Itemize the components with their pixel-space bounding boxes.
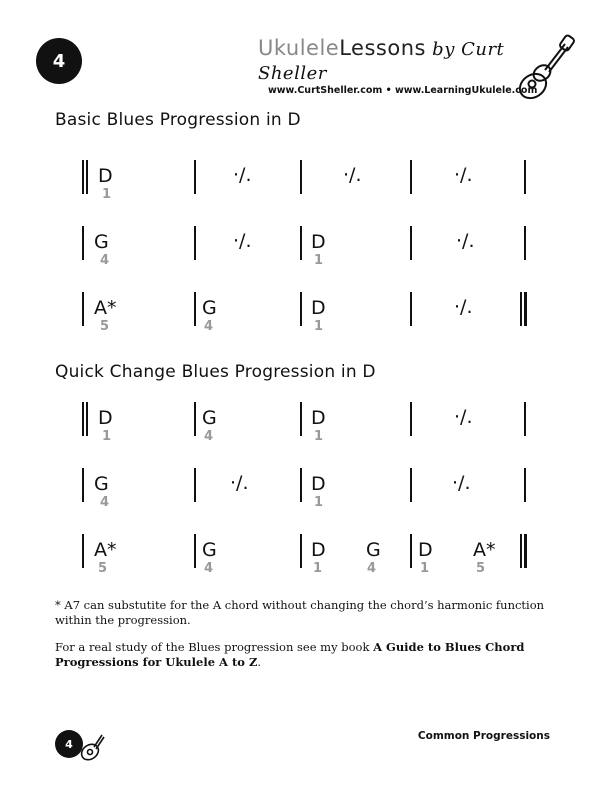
- chord: G: [366, 539, 381, 561]
- ukulele-icon: [60, 722, 106, 772]
- footer-section-title: Common Progressions: [417, 730, 550, 742]
- barline: [300, 160, 302, 194]
- scale-degree: 1: [102, 429, 112, 444]
- end-double-bar: [520, 292, 522, 326]
- barline: [524, 402, 526, 436]
- barline: [82, 468, 84, 502]
- barline: [524, 468, 526, 502]
- start-double-bar: [82, 160, 84, 194]
- chord: A*: [94, 297, 117, 319]
- barline: [300, 534, 302, 568]
- book-reference-suffix: .: [257, 655, 261, 669]
- chord: G: [202, 539, 217, 561]
- chord: A*: [94, 539, 117, 561]
- brand-author: by Curt Sheller: [258, 39, 505, 84]
- scale-degree: 1: [314, 429, 324, 444]
- barline: [410, 534, 412, 568]
- chord-chart-quick-change: [80, 402, 530, 600]
- chord: D: [418, 539, 433, 561]
- chart-row: [80, 534, 530, 578]
- chord: G: [94, 473, 109, 495]
- brand-ukulele: Ukulele: [258, 36, 340, 60]
- section-title-quick-change: Quick Change Blues Progression in D: [55, 362, 376, 382]
- barline: [300, 226, 302, 260]
- repeat-sign: ·/.: [454, 164, 473, 186]
- barline: [300, 468, 302, 502]
- footnote: * A7 can substutite for the A chord without changing the chord’s harmonic function within the progression.: [55, 598, 545, 627]
- scale-degree: 1: [314, 319, 324, 334]
- scale-degree: 4: [204, 429, 214, 444]
- barline: [410, 468, 412, 502]
- repeat-sign: ·/.: [233, 164, 252, 186]
- scale-degree: 5: [476, 561, 486, 576]
- section-title-basic: Basic Blues Progression in D: [55, 110, 301, 130]
- chord: G: [94, 231, 109, 253]
- chart-row: [80, 402, 530, 446]
- barline: [194, 402, 196, 436]
- scale-degree: 4: [204, 319, 214, 334]
- end-double-bar: [524, 292, 527, 326]
- chord: D: [311, 473, 326, 495]
- brand-header: [258, 36, 558, 96]
- barline: [82, 534, 84, 568]
- scale-degree: 1: [102, 187, 112, 202]
- end-double-bar: [524, 534, 527, 568]
- chord: D: [311, 407, 326, 429]
- chart-row: [80, 160, 530, 204]
- chord: G: [202, 407, 217, 429]
- scale-degree: 5: [98, 561, 108, 576]
- barline: [82, 292, 84, 326]
- start-double-bar: [82, 402, 84, 436]
- brand-title: [258, 36, 558, 84]
- repeat-sign: ·/.: [454, 296, 473, 318]
- barline: [194, 292, 196, 326]
- repeat-sign: ·/.: [343, 164, 362, 186]
- end-double-bar: [520, 534, 522, 568]
- chord: D: [311, 539, 326, 561]
- repeat-sign: ·/.: [456, 230, 475, 252]
- chart-row: [80, 226, 530, 270]
- repeat-sign: ·/.: [454, 406, 473, 428]
- barline: [524, 160, 526, 194]
- barline: [194, 160, 196, 194]
- scale-degree: 4: [204, 561, 214, 576]
- scale-degree: 1: [313, 561, 323, 576]
- scale-degree: 4: [100, 253, 110, 268]
- barline: [524, 226, 526, 260]
- chart-row: [80, 292, 530, 336]
- repeat-sign: ·/.: [233, 230, 252, 252]
- start-double-bar: [86, 402, 88, 436]
- scale-degree: 1: [314, 495, 324, 510]
- chord: A*: [473, 539, 496, 561]
- barline: [300, 292, 302, 326]
- chord: G: [202, 297, 217, 319]
- barline: [410, 292, 412, 326]
- barline: [410, 160, 412, 194]
- chart-row: [80, 468, 530, 512]
- scale-degree: 1: [314, 253, 324, 268]
- footer-page-badge: 4: [55, 730, 83, 758]
- repeat-sign: ·/.: [452, 472, 471, 494]
- chord: D: [98, 165, 113, 187]
- book-reference-prefix: For a real study of the Blues progression see my book: [55, 640, 374, 654]
- book-title: A Guide to Blues Chord Progressions for Ukulele A to Z: [55, 640, 525, 669]
- scale-degree: 4: [100, 495, 110, 510]
- scale-degree: 4: [367, 561, 377, 576]
- chord: D: [311, 297, 326, 319]
- start-double-bar: [86, 160, 88, 194]
- chord-chart-basic: [80, 160, 530, 358]
- barline: [82, 226, 84, 260]
- chord: D: [98, 407, 113, 429]
- ukulele-icon: [515, 34, 575, 102]
- barline: [194, 468, 196, 502]
- scale-degree: 5: [100, 319, 110, 334]
- barline: [194, 226, 196, 260]
- barline: [300, 402, 302, 436]
- barline: [410, 402, 412, 436]
- brand-lessons: Lessons: [339, 36, 426, 60]
- brand-urls: www.CurtSheller.com • www.LearningUkulele.com: [268, 85, 538, 96]
- page-number-badge: 4: [36, 38, 82, 84]
- book-reference: [55, 640, 565, 670]
- chord: D: [311, 231, 326, 253]
- barline: [410, 226, 412, 260]
- repeat-sign: ·/.: [230, 472, 249, 494]
- scale-degree: 1: [420, 561, 430, 576]
- barline: [194, 534, 196, 568]
